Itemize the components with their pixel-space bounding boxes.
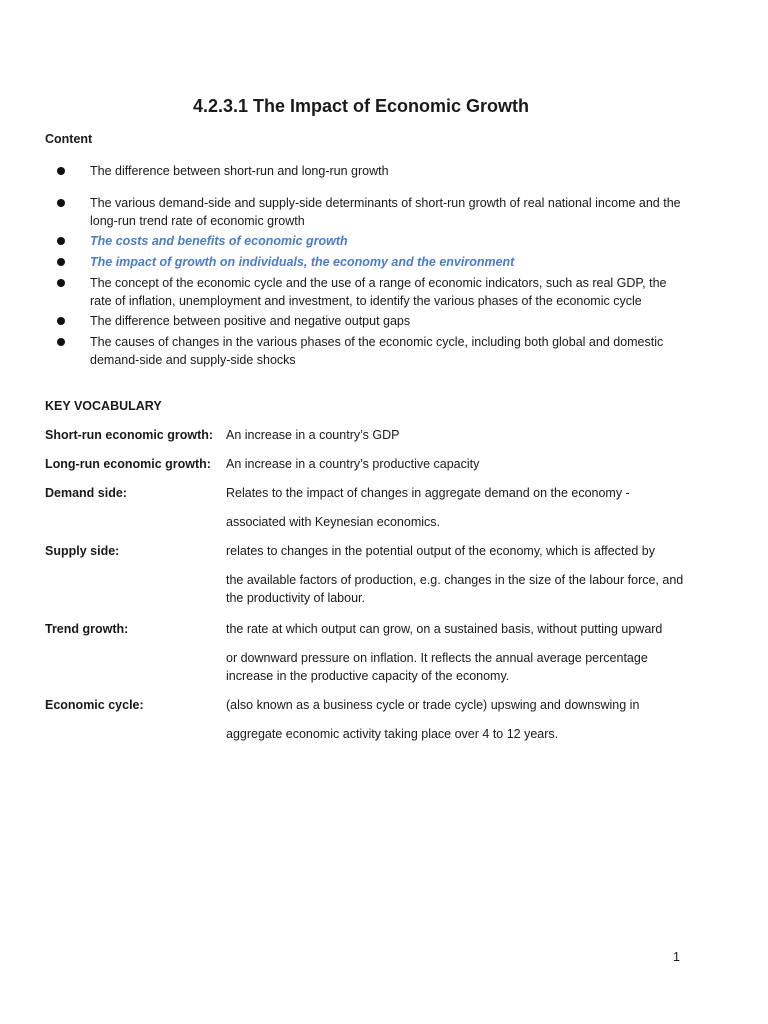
page-title: 4.2.3.1 The Impact of Economic Growth: [192, 96, 530, 116]
page-number: 1: [673, 950, 680, 964]
vocab-definition: (also known as a business cycle or trade cycle) upswing and downswing in: [226, 698, 640, 712]
vocab-definition: relates to changes in the potential output of the economy, which is affected by: [226, 544, 655, 558]
vocab-definition: aggregate economic activity taking place over 4 to 12 years.: [226, 727, 559, 741]
vocab-definition: the rate at which output can grow, on a sustained basis, without putting upward: [226, 622, 663, 636]
bullet-dot-icon: [57, 237, 65, 245]
bullet-text: The difference between positive and negative output gaps: [90, 314, 411, 328]
bullet-text: The impact of growth on individuals, the economy and the environment: [90, 255, 515, 269]
bullet-dot-icon: [57, 279, 65, 287]
bullet-dot-icon: [57, 317, 65, 325]
bullet-text: The difference between short-run and long-run growth: [90, 164, 389, 178]
bullet-item: [90, 162, 690, 180]
bullet-text: The costs and benefits of economic growth: [90, 234, 348, 248]
vocab-term: Short-run economic growth:: [45, 428, 214, 442]
bullet-item-highlighted: [90, 232, 690, 250]
bullet-dot-icon: [57, 167, 65, 175]
vocab-term: Trend growth:: [45, 622, 129, 636]
bullet-text: The concept of the economic cycle and the use of a range of economic indicators, such as real GDP, the rate of inflation, unemployment and investment, to identify the various phases of the economic cycle: [90, 276, 667, 308]
vocab-definition: An increase in a country’s productive capacity: [226, 457, 480, 471]
bullet-item: [90, 274, 690, 310]
vocab-definition: An increase in a country’s GDP: [226, 428, 400, 442]
bullet-dot-icon: [57, 258, 65, 266]
vocabulary-heading: KEY VOCABULARY: [45, 399, 162, 413]
bullet-text: The various demand-side and supply-side determinants of short-run growth of real national income and the long-run trend rate of economic growth: [90, 196, 681, 228]
vocab-term: Demand side:: [45, 486, 127, 500]
vocab-definition: the available factors of production, e.g. changes in the size of the labour force, and the productivity of labour.: [226, 573, 684, 605]
content-heading: Content: [45, 132, 93, 146]
bullet-dot-icon: [57, 199, 65, 207]
bullet-item-highlighted: [90, 253, 690, 271]
bullet-item: [90, 194, 690, 230]
bullet-text: The causes of changes in the various phases of the economic cycle, including both global and domestic demand-side and supply-side shocks: [90, 335, 664, 367]
vocab-term: Economic cycle:: [45, 698, 144, 712]
vocab-definition: associated with Keynesian economics.: [226, 515, 441, 529]
vocab-definition: or downward pressure on inflation. It reflects the annual average percentage increase in the productive capacity of the economy.: [226, 651, 648, 683]
vocab-definition: Relates to the impact of changes in aggregate demand on the economy -: [226, 486, 630, 500]
bullet-item: [90, 312, 690, 330]
vocab-term: Long-run economic growth:: [45, 457, 211, 471]
bullet-dot-icon: [57, 338, 65, 346]
bullet-item: [90, 333, 690, 369]
vocab-term: Supply side:: [45, 544, 120, 558]
